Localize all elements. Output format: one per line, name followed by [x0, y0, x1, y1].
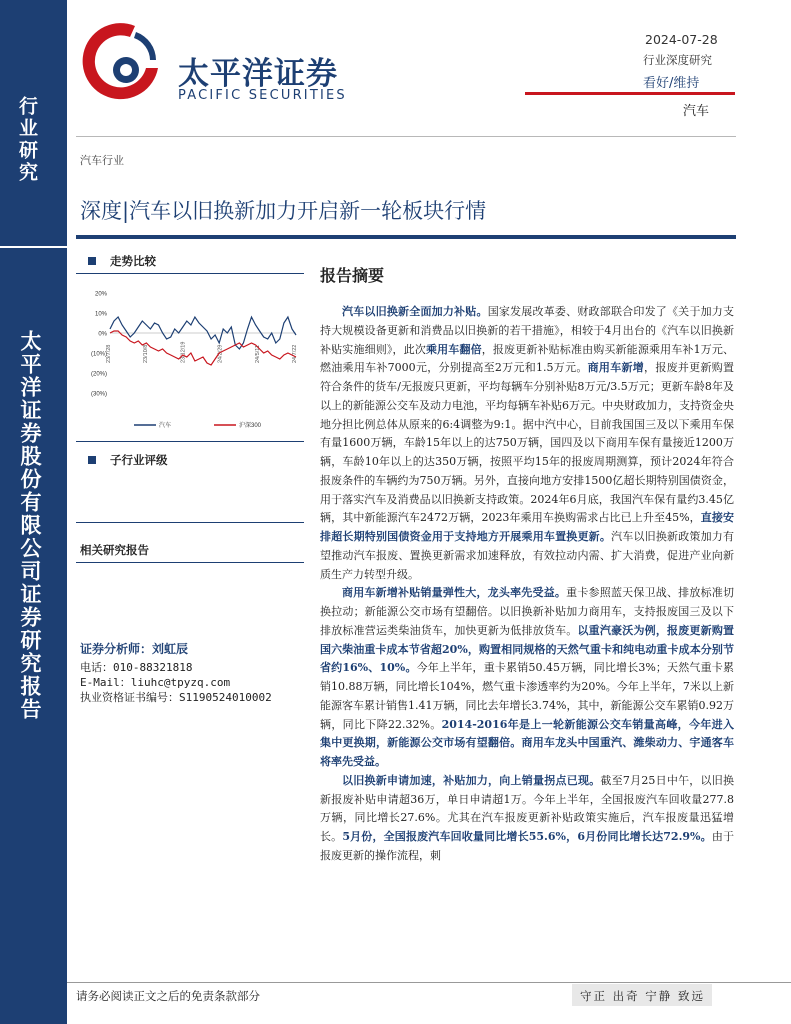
title-divider	[76, 235, 736, 239]
y-tick-label: 10%	[94, 311, 107, 318]
trend-heading-bullet-icon	[88, 257, 96, 265]
abstract-title: 报告摘要	[320, 266, 385, 285]
chart-bottom-rule	[76, 441, 304, 442]
legend-label: 沪深300	[239, 423, 262, 429]
x-tick-label: 23/10/8	[143, 344, 150, 363]
body-text-span: 国家发展改革委、财政部联合印发了《关于加力支持大规模设备更新和消费品以旧换新的若干措施》，相较于4月出台的《汽车以旧换新补贴实施细则》，此次	[320, 305, 735, 356]
report-date: 2024-07-28	[645, 32, 718, 47]
analyst-license: 执业资格证书编号：S1190524010002	[80, 691, 272, 704]
related-reports-rule	[76, 562, 304, 563]
body-text-span: 今年上半年，重卡累销50.45万辆，同比增长3%；天然气重卡累销10.88万辆，同比增长104%，燃气重卡渗透率约为20%。今年上半年，7米以上新能源客车累计销售1.41万辆，同比去年增长3.74%，其中，新能源公交车累销0.92万辆，同比下降22.32%。	[320, 661, 734, 731]
y-tick-label: 0%	[98, 331, 107, 338]
header-divider	[76, 136, 736, 137]
company-motto: 守正 出奇 宁静 致远	[580, 989, 705, 1003]
disclaimer-note: 请务必阅读正文之后的免责条款部分	[76, 989, 260, 1003]
y-tick-label: 20%	[94, 291, 107, 298]
sidebar-company-label: 太平洋证券股份有限公司证券研究报告	[18, 330, 43, 721]
x-tick-label: 24/2/29	[217, 344, 224, 363]
x-tick-label: 23/7/28	[106, 344, 112, 363]
report-title: 深度|汽车以旧换新加力开启新一轮板块行情	[80, 199, 487, 223]
highlight-text: 乘用车翻倍	[426, 342, 482, 356]
brand-name-cn: 太平洋证券	[178, 56, 338, 92]
abstract-body	[320, 303, 734, 866]
abstract-paragraph	[320, 772, 734, 866]
highlight-text: 以重汽豪沃为例，报废更新购置国六柴油重卡成本节省超20%，购置相同规格的天然气重卡和纯电动重卡成本分别节省约16%、10%。	[320, 623, 735, 675]
analyst-phone: 电话：010-88321818	[80, 661, 193, 674]
highlight-text: 以旧换新申请加速，补贴加力，向上销量拐点已现。	[342, 773, 601, 787]
y-tick-label: (20%)	[90, 371, 107, 378]
y-tick-label: (10%)	[90, 351, 107, 358]
y-tick-label: (30%)	[90, 391, 107, 398]
abstract-paragraph	[320, 584, 734, 772]
sub-rating-bullet-icon	[88, 456, 96, 464]
body-text-span: 重卡参照蓝天保卫战、排放标准切换拉动；新能源公交市场有望翻倍。以旧换新补贴加力商用车，支持报废国三及以下排放标准营运类柴油货车，加快更新为低排放货车。	[320, 586, 735, 637]
sub-rating-rule	[76, 522, 304, 523]
x-tick-label: 23/12/19	[180, 341, 187, 363]
pacific-securities-logo-icon	[80, 18, 165, 103]
sidebar-category-label: 行业研究	[16, 96, 38, 184]
body-text-span: ，报废并更新购置符合条件的货车/无报废只更新，平均每辆车分别补贴8万元/3.5万元；更新车龄8年及以上的新能源公交车及动力电池，平均每辆车补贴6万元。中央财政加力，支持资金央地分担比例总体从原来的6:4调整为9:1。据中汽中心，目前我国国三及以下乘用车保有量1600万辆，车龄15年以上的达750万辆，国四及以下商用车保有量接近1200万辆，车龄10年以上的达350万辆，按照平均15年的报废周期测算，预计2024年符合报废条件的车辆约为750万辆。另外，直接向地方安排1500亿超长期特别国债资金，用于落实汽车及消费品以旧换新支持政策。2024年6月底，我国汽车保有量约3.45亿辆，其中新能源汽车2472万辆，2023年乘用车换购需求占比已上升至45%，	[320, 361, 735, 525]
trend-heading-rule	[76, 273, 304, 274]
body-text-span: ，报废更新补贴标准由购买新能源乘用车补1万元、燃油乘用车补7000元，分别提高至2万元和1.5万元。	[320, 342, 735, 375]
related-reports-heading: 相关研究报告	[80, 543, 149, 557]
highlight-text: 2014-2016年是上一轮新能源公交车销量高峰，今年进入集中更换期，新能源公交市场有望翻倍。商用车龙头中国重汽、潍柴动力、宇通客车将率先受益。	[320, 717, 734, 768]
trend-heading: 走势比较	[110, 254, 156, 268]
highlight-text: 商用车新增补贴销量弹性大，龙头率先受益。	[342, 586, 567, 600]
analyst-name: 证券分析师：刘虹辰	[80, 642, 189, 656]
abstract-paragraph	[320, 303, 734, 584]
trend-chart	[84, 285, 304, 435]
x-tick-label: 24/7/22	[292, 344, 298, 363]
sector-label: 汽车	[683, 104, 710, 119]
analyst-email[interactable]: E-Mail：liuhc@tpyzq.com	[80, 676, 231, 689]
body-text-span: 由于报废更新的操作流程，刺	[320, 830, 735, 862]
rating-divider	[525, 92, 735, 95]
highlight-text: 直接安排超长期特别国债资金用于支持地方开展乘用车置换更新。	[320, 511, 735, 543]
brand-name-en: PACIFIC SECURITIES	[178, 88, 347, 103]
highlight-text: 5月份，全国报废汽车回收量同比增长55.6%，6月份同比增长达72.9%。	[342, 830, 712, 843]
highlight-text: 商用车新增	[587, 361, 645, 375]
x-tick-label: 24/5/11	[254, 345, 261, 363]
highlight-text: 汽车以旧换新全面加力补贴。	[342, 305, 488, 318]
body-text-span: 汽车以旧换新政策加力有望推动汽车报废、置换更新需求加速释放，有效拉动内需、扩大消费，促进产业向新质生产力转型升级。	[320, 530, 735, 581]
industry-label: 汽车行业	[80, 154, 124, 167]
legend-label: 汽车	[159, 423, 172, 429]
report-type: 行业深度研究	[643, 53, 712, 67]
body-text-span: 截至7月25日中午，以旧换新报废补贴申请超36万，单日申请超1万。今年上半年，全国报废汽车回收量277.8万辆，同比增长27.6%。尤其在汽车报废更新补贴政策实施后，汽车报废量迅猛增长。	[320, 773, 735, 843]
rating-label: 看好/维持	[643, 76, 700, 91]
footer-divider	[67, 982, 791, 983]
series-line-1	[110, 331, 296, 365]
sub-rating-heading: 子行业评级	[110, 453, 168, 467]
